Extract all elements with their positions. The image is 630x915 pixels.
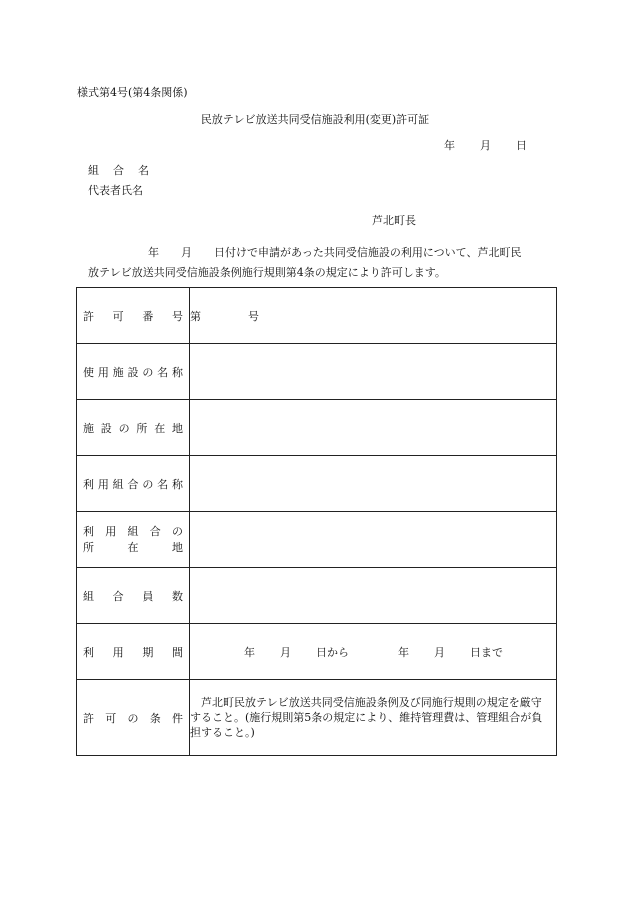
label-char: 称 xyxy=(171,365,183,379)
year-label: 年 xyxy=(444,139,455,152)
label-char: 間 xyxy=(171,645,183,659)
representative-label: 代表者氏名 xyxy=(88,184,143,197)
usage-period-label xyxy=(77,624,190,680)
facility-name-value xyxy=(190,344,557,400)
label-char: 用 xyxy=(105,524,117,538)
label-char: 施 xyxy=(83,421,94,435)
label-char: 在 xyxy=(154,421,166,435)
day-label: 日 xyxy=(516,139,527,152)
union-name-value xyxy=(190,456,557,512)
body-text-line1: 年 月 日付けで申請があった共同受信施設の利用について、芦北町民 xyxy=(148,246,522,259)
union-location-value xyxy=(190,512,557,568)
label-char: の xyxy=(142,365,154,379)
label-char: 組 xyxy=(112,477,124,491)
label-char: 許 xyxy=(83,309,94,323)
label-char: 期 xyxy=(142,645,154,659)
label-char: 利 xyxy=(83,477,94,491)
label-char: 設 xyxy=(127,365,139,379)
member-count-label xyxy=(77,568,190,624)
document-title: 民放テレビ放送共同受信施設利用(変更)許可証 xyxy=(200,113,430,126)
conditions-text: 芦北町民放テレビ放送共同受信施設条例及び同施行規則の規定を厳守すること。(施行規則第5条の規定により、維持管理費は、管理組合が負担すること。) xyxy=(190,696,543,739)
permit-number-label xyxy=(77,288,190,344)
label-char: 号 xyxy=(171,309,183,323)
permit-suffix: 号 xyxy=(248,309,259,323)
label-char: 組 xyxy=(127,524,139,538)
label-char: の xyxy=(142,477,154,491)
table-row xyxy=(77,400,557,456)
facility-location-value xyxy=(190,400,557,456)
label-char: の xyxy=(118,421,130,435)
union-name-row-label xyxy=(77,456,190,512)
table-row xyxy=(77,568,557,624)
label-char: 設 xyxy=(100,421,112,435)
label-char: 使 xyxy=(83,365,94,379)
issue-date xyxy=(444,137,527,153)
label-char: 施 xyxy=(112,365,124,379)
table-row xyxy=(77,512,557,568)
label-char: 所 xyxy=(136,421,148,435)
label-char: の xyxy=(172,524,183,538)
table-row xyxy=(77,456,557,512)
label-char: 用 xyxy=(97,477,109,491)
union-location-label: 利 用 組 合 の 所 在 地 xyxy=(77,512,190,568)
label-char: 合 xyxy=(149,524,161,538)
facility-name-label xyxy=(77,344,190,400)
table-row xyxy=(77,344,557,400)
label-char: 合 xyxy=(127,477,139,491)
permit-number-value xyxy=(190,288,557,344)
label-char: 可 xyxy=(112,309,124,323)
member-count-value xyxy=(190,568,557,624)
label-char: 員 xyxy=(142,589,154,603)
label-char: 許 xyxy=(83,711,94,725)
table-row xyxy=(77,624,557,680)
issuer-title: 芦北町長 xyxy=(372,214,416,227)
body-text-line2: 放テレビ放送共同受信施設条例施行規則第4条の規定により許可します。 xyxy=(88,266,446,279)
label-char: 用 xyxy=(97,365,109,379)
label-char: 件 xyxy=(172,711,183,725)
union-name-label: 組合名 xyxy=(88,164,163,177)
label-char: 数 xyxy=(171,589,183,603)
permit-table xyxy=(76,287,557,756)
label-char: の xyxy=(127,711,139,725)
label-char: 組 xyxy=(83,589,94,603)
conditions-label xyxy=(77,680,190,756)
label-char: 用 xyxy=(112,645,124,659)
label-char: 合 xyxy=(112,589,124,603)
label-char: 称 xyxy=(171,477,183,491)
facility-location-label xyxy=(77,400,190,456)
label-char: 名 xyxy=(157,365,169,379)
table-row xyxy=(77,288,557,344)
form-number: 様式第4号(第4条関係) xyxy=(77,86,188,99)
month-label: 月 xyxy=(480,139,491,152)
label-char: 利 xyxy=(83,524,94,538)
label-char: 条 xyxy=(149,711,161,725)
label-char: 番 xyxy=(142,309,154,323)
permit-prefix: 第 xyxy=(190,309,201,323)
label-char: 地 xyxy=(171,421,183,435)
label-char: 利 xyxy=(83,645,94,659)
conditions-value xyxy=(190,680,557,756)
table-row xyxy=(77,680,557,756)
usage-period-value: 年 月 日から 年 月 日まで xyxy=(190,624,557,680)
label-char: 可 xyxy=(105,711,117,725)
label-char: 名 xyxy=(157,477,169,491)
